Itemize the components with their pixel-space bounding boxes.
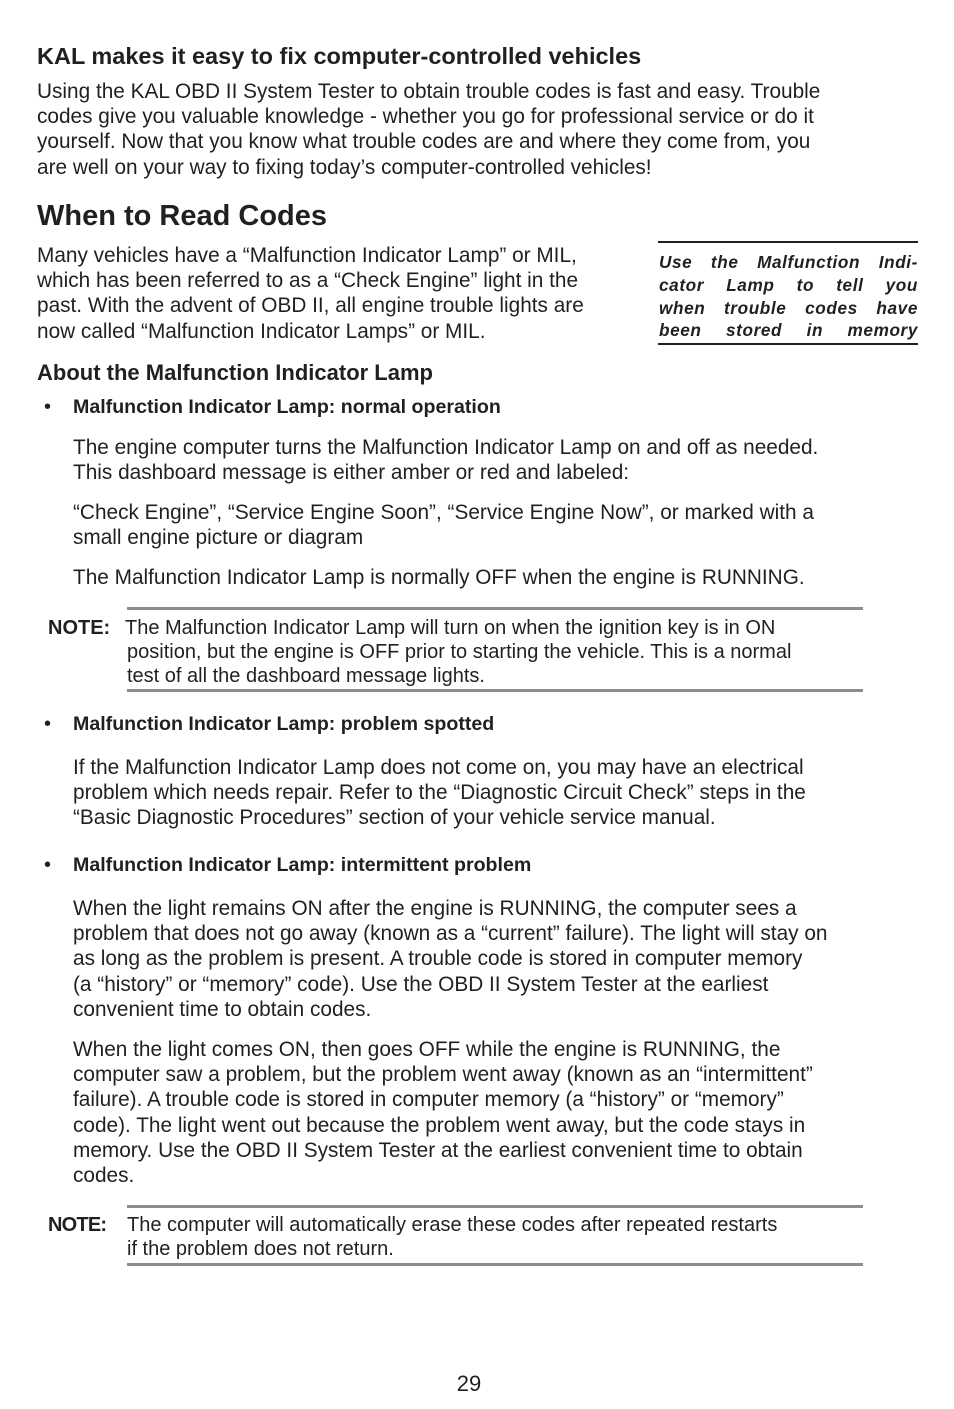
section-heading-intro: KAL makes it easy to fix computer-controlled vehicles: [37, 43, 642, 69]
text-line: The computer will automatically erase these codes after repeated restarts: [127, 1214, 778, 1236]
read-codes-paragraph: [37, 243, 647, 344]
sidebar-callout: [659, 251, 918, 342]
text-line: This dashboard message is either amber or red and labeled:: [73, 461, 630, 485]
bullet-title-problem: Malfunction Indicator Lamp: problem spotted: [73, 713, 495, 735]
text-line: problem which needs repair. Refer to the “Diagnostic Circuit Check” steps in the: [73, 781, 806, 805]
note-top-rule: [127, 1205, 863, 1208]
sidebar-line: cator Lamp to tell you: [659, 274, 918, 295]
text-line: as long as the problem is present. A trouble code is stored in computer memory: [73, 947, 803, 971]
text-line: The engine computer turns the Malfunction Indicator Lamp on and off as needed.: [73, 436, 819, 459]
intermittent-paragraph-2: [73, 1037, 918, 1188]
text-line: Many vehicles have a “Malfunction Indicator Lamp” or MIL,: [37, 244, 577, 267]
bullet-title-intermittent: Malfunction Indicator Lamp: intermittent problem: [73, 854, 532, 876]
normal-paragraph-2: [73, 500, 918, 550]
text-line: codes.: [73, 1164, 135, 1188]
normal-paragraph-1: [73, 435, 918, 485]
text-line: “Check Engine”, “Service Engine Soon”, “Service Engine Now”, or marked with a: [73, 501, 814, 524]
sidebar-bottom-rule: [658, 343, 918, 345]
text-line: computer saw a problem, but the problem went away (known as an “intermittent”: [73, 1063, 813, 1087]
text-line: When the light comes ON, then goes OFF while the engine is RUNNING, the: [73, 1038, 781, 1061]
sidebar-top-rule: [658, 241, 918, 243]
bullet-glyph: •: [44, 396, 52, 418]
intermittent-paragraph-1: [73, 896, 918, 1022]
text-line: code). The light went out because the problem went away, but the code stays in: [73, 1113, 806, 1137]
bullet-glyph: •: [44, 713, 52, 735]
text-line: Using the KAL OBD II System Tester to obtain trouble codes is fast and easy. Trouble: [37, 80, 821, 103]
text-line: convenient time to obtain codes.: [73, 997, 372, 1021]
problem-paragraph: [73, 755, 918, 831]
text-line: are well on your way to fixing today’s computer-controlled vehicles!: [37, 155, 652, 179]
page-title: When to Read Codes: [37, 200, 328, 232]
text-line: If the Malfunction Indicator Lamp does not come on, you may have an electrical: [73, 756, 804, 779]
intro-paragraph: [37, 79, 917, 180]
text-line: codes give you valuable knowledge - whether you go for professional service or do it: [37, 105, 814, 129]
text-line: which has been referred to as a “Check Engine” light in the: [37, 269, 579, 293]
note-top-rule: [127, 607, 863, 610]
text-line: test of all the dashboard message lights.: [127, 665, 485, 688]
text-line: “Basic Diagnostic Procedures” section of your vehicle service manual.: [73, 806, 716, 830]
page-number: 29: [456, 1371, 482, 1396]
bullet-glyph: •: [44, 854, 52, 876]
normal-paragraph-3: The Malfunction Indicator Lamp is normally OFF when the engine is RUNNING.: [73, 566, 805, 589]
text-line: memory. Use the OBD II System Tester at the earliest convenient time to obtain: [73, 1138, 803, 1162]
note-label: NOTE:: [48, 1214, 107, 1236]
sidebar-line: been stored in memory: [659, 320, 918, 341]
sidebar-line: when trouble codes have: [659, 297, 918, 318]
note-first-line: The Malfunction Indicator Lamp will turn on when the ignition key is in ON: [125, 617, 776, 639]
note-body: [127, 1213, 867, 1262]
section-heading-mil: About the Malfunction Indicator Lamp: [37, 360, 433, 385]
text-line: problem that does not go away (known as a “current” failure). The light will stay on: [73, 922, 828, 946]
sidebar-line: Use the Malfunction Indi-: [659, 252, 918, 272]
text-line: small engine picture or diagram: [73, 526, 364, 550]
text-line: past. With the advent of OBD II, all engine trouble lights are: [37, 294, 584, 318]
note-bottom-rule: [127, 689, 863, 692]
text-line: (a “history” or “memory” code). Use the OBD II System Tester at the earliest: [73, 972, 769, 996]
text-line: if the problem does not return.: [127, 1238, 394, 1261]
text-line: now called “Malfunction Indicator Lamps” or MIL.: [37, 319, 486, 343]
text-line: failure). A trouble code is stored in computer memory (a “history” or “memory”: [73, 1088, 784, 1112]
note-label: NOTE:: [48, 617, 111, 639]
note-body: [127, 640, 867, 689]
text-line: position, but the engine is OFF prior to starting the vehicle. This is a normal: [127, 641, 792, 663]
text-line: When the light remains ON after the engine is RUNNING, the computer sees a: [73, 897, 797, 920]
text-line: yourself. Now that you know what trouble codes are and where they come from, you: [37, 130, 811, 154]
bullet-title-normal: Malfunction Indicator Lamp: normal operation: [73, 396, 501, 418]
note-bottom-rule: [127, 1263, 863, 1266]
